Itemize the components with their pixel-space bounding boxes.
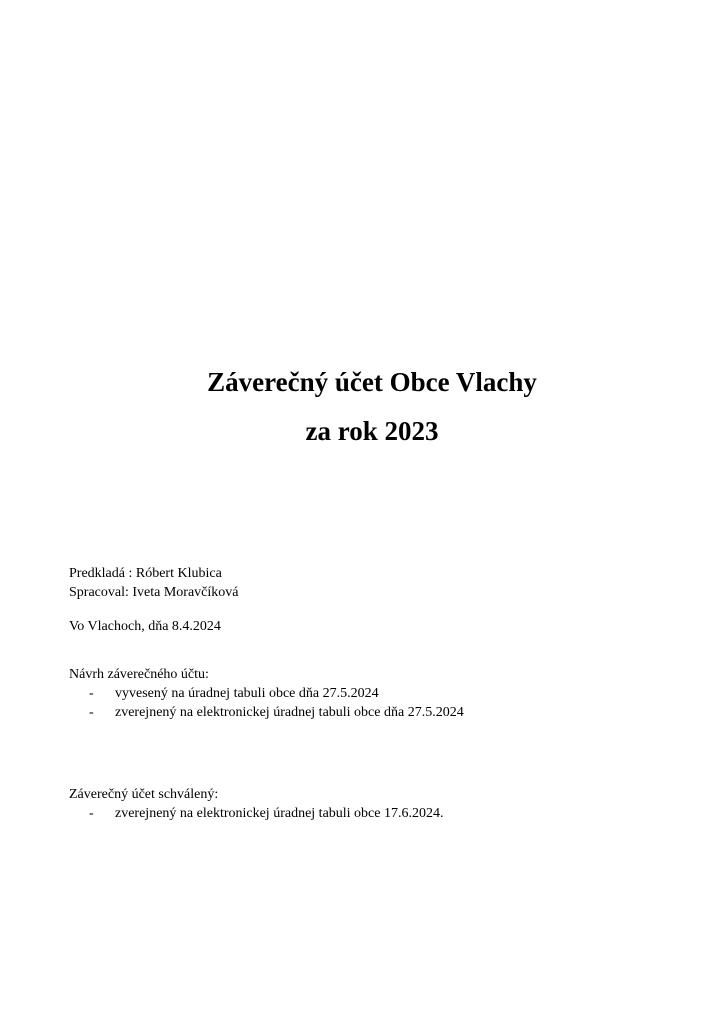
presented-by: Predkladá : Róbert Klubica xyxy=(69,566,222,581)
document-subtitle-year: za rok 2023 xyxy=(305,416,439,446)
draft-heading: Návrh záverečného účtu: xyxy=(69,667,209,682)
place-date: Vo Vlachoch, dňa 8.4.2024 xyxy=(69,619,221,634)
document-title: Záverečný účet Obce Vlachy xyxy=(207,367,537,397)
list-bullet: - xyxy=(89,686,94,701)
list-bullet: - xyxy=(89,806,94,821)
approved-heading: Záverečný účet schválený: xyxy=(69,787,219,802)
draft-item-posted: vyvesený na úradnej tabuli obce dňa 27.5.2024 xyxy=(115,686,379,701)
prepared-by: Spracoval: Iveta Moravčíková xyxy=(69,585,239,600)
approved-item-published: zverejnený na elektronickej úradnej tabuli obce 17.6.2024. xyxy=(115,806,444,821)
list-bullet: - xyxy=(89,705,94,720)
draft-item-published: zverejnený na elektronickej úradnej tabuli obce dňa 27.5.2024 xyxy=(115,705,464,720)
